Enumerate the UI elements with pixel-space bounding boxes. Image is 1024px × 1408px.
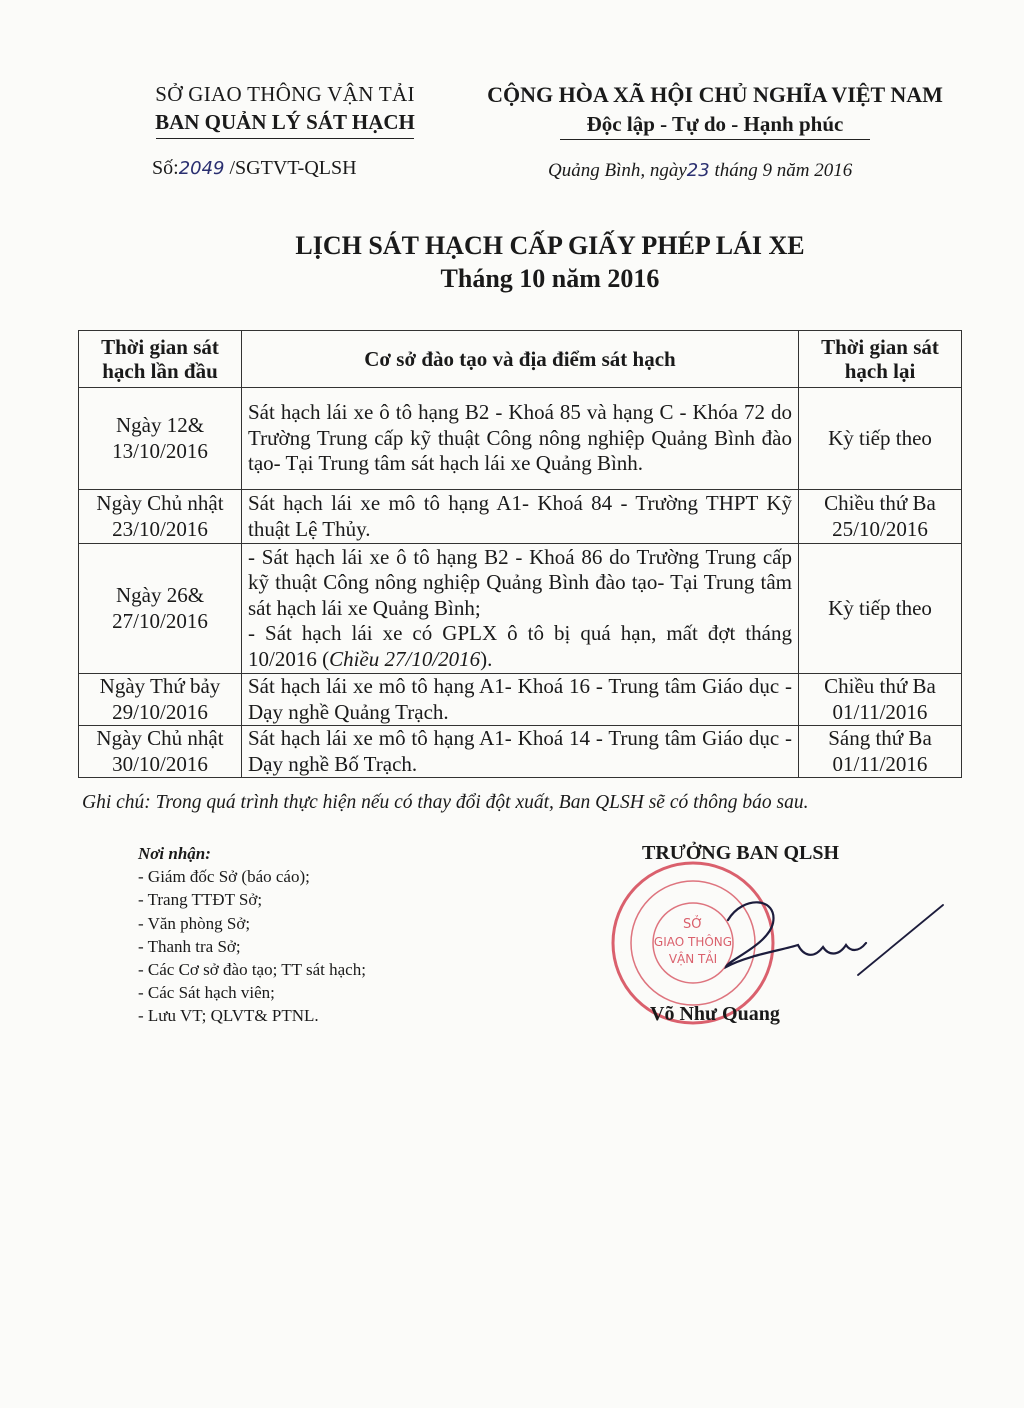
test-date: Ngày Chủ nhật 30/10/2016 <box>79 726 242 778</box>
retest-time: Chiều thứ Ba 25/10/2016 <box>799 490 962 544</box>
test-detail: Sát hạch lái xe mô tô hạng A1- Khoá 84 - Trường THPT Kỹ thuật Lệ Thủy. <box>242 490 799 544</box>
table-row <box>79 544 962 674</box>
document-number: Số:2049 /SGTVT-QLSH <box>152 157 357 179</box>
recipient-item: - Các Cơ sở đào tạo; TT sát hạch; <box>138 960 366 980</box>
retest-time: Chiều thứ Ba 01/11/2016 <box>799 674 962 726</box>
svg-text:VẬN TẢI: VẬN TẢI <box>668 952 718 966</box>
test-date: Ngày 12& 13/10/2016 <box>79 388 242 490</box>
agency-name: SỞ GIAO THÔNG VẬN TẢI <box>155 82 415 106</box>
document-title <box>0 230 1024 296</box>
svg-text:GIAO THÔNG: GIAO THÔNG <box>653 935 733 949</box>
test-detail: Sát hạch lái xe mô tô hạng A1- Khoá 16 - Trung tâm Giáo dục - Dạy nghề Quảng Trạch. <box>242 674 799 726</box>
retest-time: Kỳ tiếp theo <box>799 544 962 674</box>
title-line-2: Tháng 10 năm 2016 <box>440 264 660 293</box>
signer-title: TRƯỞNG BAN QLSH <box>642 842 840 864</box>
board-name: BAN QUẢN LÝ SÁT HẠCH <box>155 110 415 134</box>
handwritten-number: 2049 <box>178 158 225 179</box>
table-row <box>79 388 962 490</box>
recipients-heading: Nơi nhận: <box>138 844 211 863</box>
footnote: Ghi chú: Trong quá trình thực hiện nếu có thay đổi đột xuất, Ban QLSH sẽ có thông báo sau. <box>82 792 809 813</box>
table-row <box>79 490 962 544</box>
retest-time: Sáng thứ Ba 01/11/2016 <box>799 726 962 778</box>
nation-name: CỘNG HÒA XÃ HỘI CHỦ NGHĨA VIỆT NAM <box>487 82 943 107</box>
recipient-item: - Trang TTĐT Sở; <box>138 890 263 910</box>
header-location: Cơ sở đào tạo và địa điểm sát hạch <box>242 331 799 388</box>
recipient-item: - Thanh tra Sở; <box>138 936 241 956</box>
signer-name: Võ Như Quang <box>650 1003 780 1025</box>
table-header-row <box>79 331 962 388</box>
header-first-test: Thời gian sát hạch lần đầu <box>79 331 242 388</box>
header-retest: Thời gian sát hạch lại <box>799 331 962 388</box>
svg-text:SỞ: SỞ <box>682 917 704 932</box>
national-motto: Độc lập - Tự do - Hạnh phúc <box>586 112 844 136</box>
table-row <box>79 674 962 726</box>
schedule-table <box>78 330 962 778</box>
test-detail <box>242 544 799 674</box>
motto-underline <box>560 139 870 140</box>
test-detail: Sát hạch lái xe mô tô hạng A1- Khoá 14 - Trung tâm Giáo dục - Dạy nghề Bố Trạch. <box>242 726 799 778</box>
retest-time: Kỳ tiếp theo <box>799 388 962 490</box>
table-row <box>79 726 962 778</box>
test-date: Ngày Thứ bảy 29/10/2016 <box>79 674 242 726</box>
recipients-list <box>138 842 366 1028</box>
recipient-item: - Lưu VT; QLVT& PTNL. <box>138 1006 319 1026</box>
national-header <box>450 80 980 140</box>
place-date: Quảng Bình, ngày23 tháng 9 năm 2016 <box>548 160 853 181</box>
test-date: Ngày 26& 27/10/2016 <box>79 544 242 674</box>
issuer-block <box>110 80 460 139</box>
detail-item: - Sát hạch lái xe có GPLX ô tô bị quá hạn, mất đợt tháng 10/2016 (Chiều 27/10/2016). <box>248 621 792 671</box>
recipient-item: - Văn phòng Sở; <box>138 913 251 933</box>
recipient-item: - Các Sát hạch viên; <box>138 983 275 1003</box>
handwritten-day: 23 <box>686 160 710 181</box>
title-line-1: LỊCH SÁT HẠCH CẤP GIẤY PHÉP LÁI XE <box>295 231 805 260</box>
recipient-item: - Giám đốc Sở (báo cáo); <box>138 867 310 887</box>
issuer-underline <box>156 138 414 139</box>
detail-item: - Sát hạch lái xe ô tô hạng B2 - Khoá 86 do Trường Trung cấp kỹ thuật Công nông nghiệp Quảng Bình đào tạo- Tại Trung tâm sát hạch lái xe Quảng Bình; <box>248 544 792 620</box>
handwritten-signature <box>688 875 948 985</box>
test-date: Ngày Chủ nhật 23/10/2016 <box>79 490 242 544</box>
test-detail: Sát hạch lái xe ô tô hạng B2 - Khoá 85 và hạng C - Khóa 72 do Trường Trung cấp kỹ thuật Công nông nghiệp Quảng Bình đào tạo- Tại Trung tâm sát hạch lái xe Quảng Bình. <box>242 388 799 490</box>
